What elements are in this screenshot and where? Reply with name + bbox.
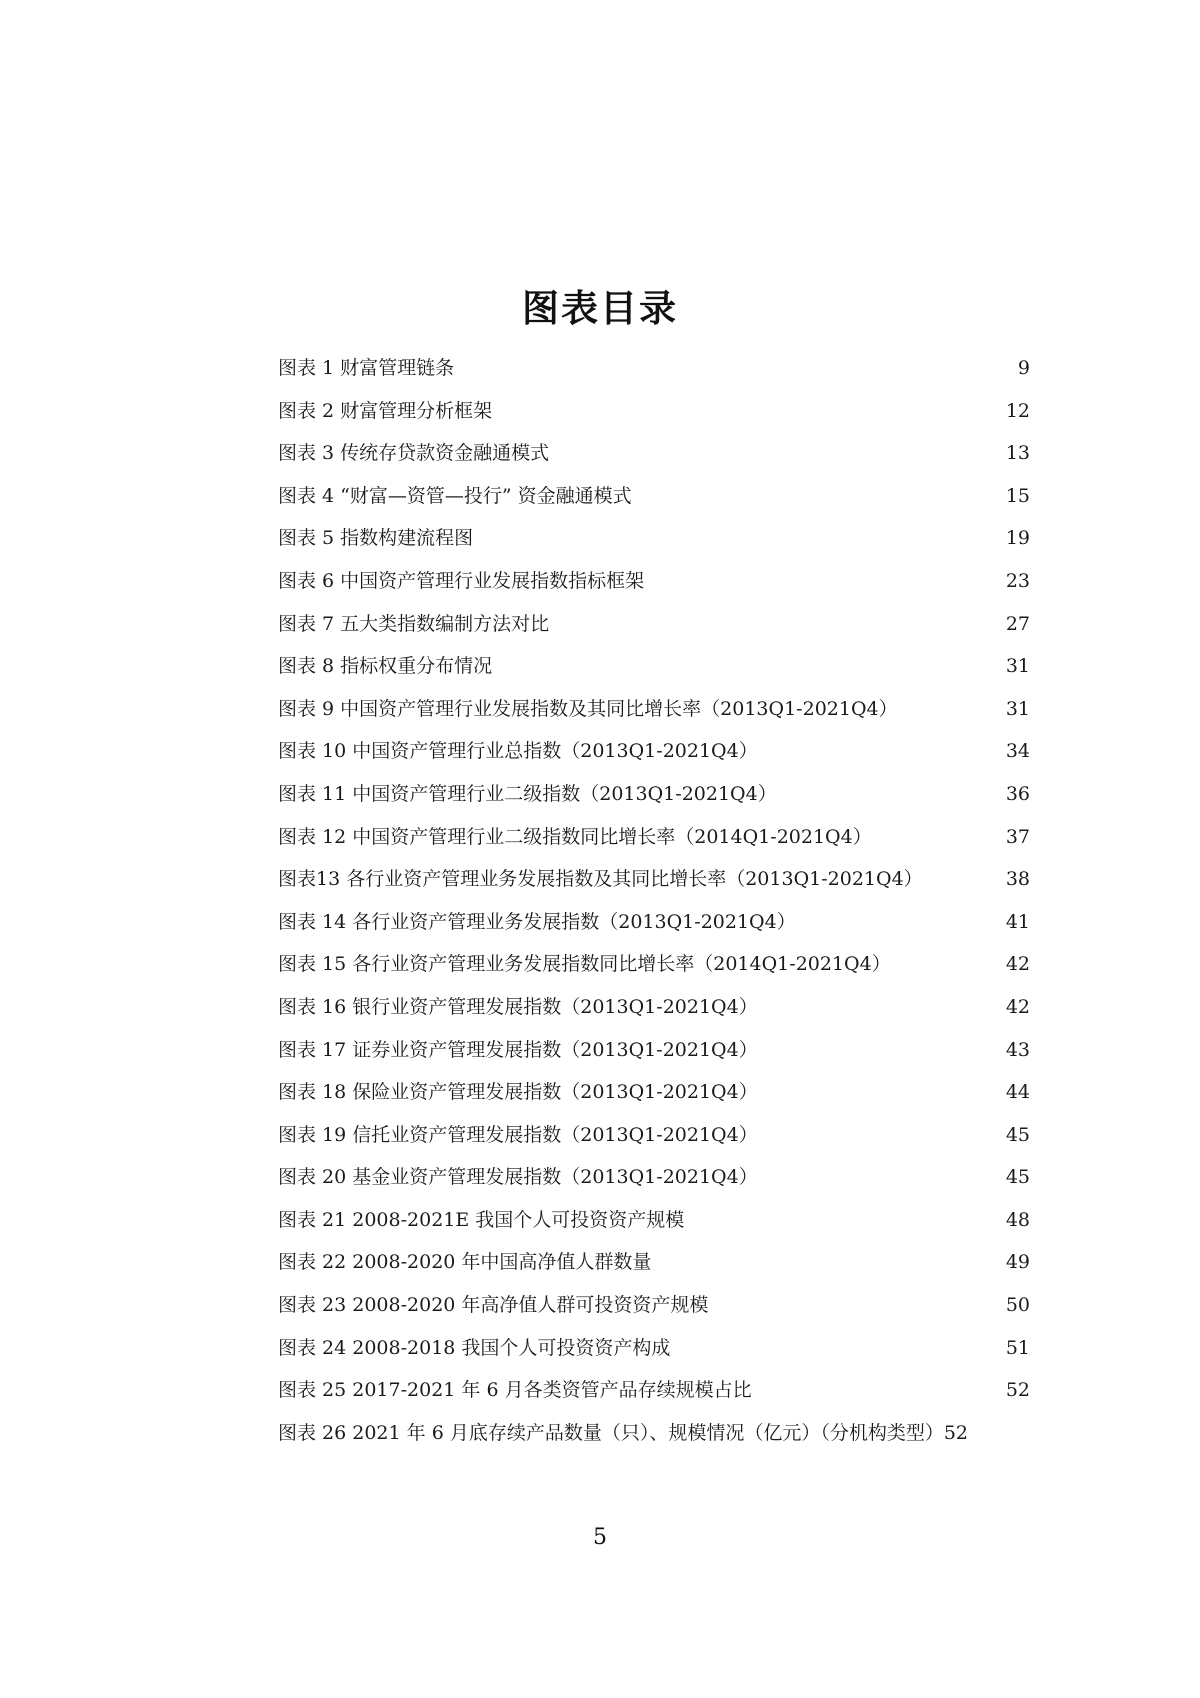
toc-entry-label: 图表 19 信托业资产管理发展指数（2013Q1-2021Q4） — [278, 1123, 758, 1146]
dot-leader — [924, 861, 1005, 885]
toc-entry-label: 图表13 各行业资产管理业务发展指数及其同比增长率（2013Q1-2021Q4） — [278, 868, 923, 891]
toc-entry-page: 38 — [1005, 868, 1030, 891]
toc-entry[interactable] — [278, 603, 1030, 646]
toc-entry-page: 36 — [1005, 782, 1030, 805]
toc-entry-page: 42 — [1005, 995, 1030, 1018]
toc-entry-page: 13 — [1005, 442, 1030, 465]
toc-entry-label: 图表 1 财富管理链条 — [278, 357, 455, 379]
toc-entry-label: 图表 24 2008-2018 我国个人可投资资产构成 — [278, 1336, 671, 1359]
toc-entry-label: 图表 23 2008-2020 年高净值人群可投资资产规模 — [278, 1294, 709, 1317]
toc-entry-page: 31 — [1005, 655, 1030, 678]
dot-leader — [873, 819, 1005, 843]
toc-entry-label: 图表 4 “财富—资管—投行” 资金融通模式 — [278, 484, 632, 507]
toc-entry[interactable] — [278, 1241, 1030, 1284]
toc-entry-page: 52 — [943, 1421, 969, 1444]
toc-entry[interactable] — [278, 645, 1030, 688]
toc-entry-page: 23 — [1005, 569, 1030, 592]
dot-leader — [759, 1117, 1005, 1141]
dot-leader — [493, 648, 1005, 672]
dot-leader — [671, 1330, 1004, 1354]
dot-leader — [633, 478, 1005, 502]
toc-entry-label: 图表 21 2008-2021E 我国个人可投资资产规模 — [278, 1208, 685, 1231]
toc-entry-label: 图表 20 基金业资产管理发展指数（2013Q1-2021Q4） — [278, 1166, 758, 1189]
toc-entry-page: 37 — [1005, 825, 1030, 848]
toc-entry-page: 12 — [1005, 399, 1030, 422]
page-title: 图表目录 — [522, 287, 678, 330]
toc-entry-label: 图表 10 中国资产管理行业总指数（2013Q1-2021Q4） — [278, 740, 758, 763]
toc-entry[interactable] — [278, 1156, 1030, 1199]
toc-entry[interactable] — [278, 560, 1030, 603]
toc-entry[interactable] — [278, 475, 1030, 518]
dot-leader — [685, 1202, 1005, 1226]
toc-entry-label: 图表 16 银行业资产管理发展指数（2013Q1-2021Q4） — [278, 995, 758, 1018]
toc-entry[interactable] — [278, 858, 1030, 901]
toc-entry-page: 44 — [1005, 1081, 1030, 1104]
toc-entry-label: 图表 12 中国资产管理行业二级指数同比增长率（2014Q1-2021Q4） — [278, 825, 872, 848]
toc-entry[interactable] — [278, 730, 1030, 773]
dot-leader — [892, 946, 1005, 970]
toc-entry-page: 9 — [1017, 357, 1030, 379]
dot-leader — [474, 520, 1005, 544]
toc-entry-page: 52 — [1005, 1379, 1030, 1402]
dot-leader — [759, 733, 1005, 757]
toc-entry-page: 51 — [1005, 1336, 1030, 1359]
dot-leader — [759, 1159, 1005, 1183]
dot-leader — [550, 606, 1005, 630]
dot-leader — [759, 1074, 1005, 1098]
toc-entry[interactable] — [278, 432, 1030, 475]
dot-leader — [645, 563, 1005, 587]
toc-entry[interactable] — [278, 1029, 1030, 1072]
toc-entry[interactable] — [278, 390, 1030, 433]
dot-leader — [652, 1244, 1004, 1268]
toc-entry-page: 34 — [1005, 740, 1030, 763]
dot-leader — [550, 435, 1005, 459]
toc-entry[interactable] — [278, 1284, 1030, 1327]
dot-leader — [455, 350, 1017, 374]
toc-entry-label: 图表 11 中国资产管理行业二级指数（2013Q1-2021Q4） — [278, 782, 777, 805]
toc-entry-label: 图表 18 保险业资产管理发展指数（2013Q1-2021Q4） — [278, 1081, 758, 1104]
dot-leader — [759, 989, 1005, 1013]
toc-entry[interactable] — [278, 1199, 1030, 1242]
toc-entry[interactable] — [278, 901, 1030, 944]
toc-entry-label: 图表 15 各行业资产管理业务发展指数同比增长率（2014Q1-2021Q4） — [278, 953, 891, 976]
toc-entry[interactable] — [278, 986, 1030, 1029]
toc-entry-page: 50 — [1005, 1294, 1030, 1317]
dot-leader — [709, 1287, 1004, 1311]
toc-entry-label: 图表 3 传统存贷款资金融通模式 — [278, 442, 550, 465]
toc-entry[interactable] — [278, 1369, 1030, 1412]
toc-entry-label: 图表 25 2017-2021 年 6 月各类资管产品存续规模占比 — [278, 1379, 752, 1402]
toc-entry-page: 45 — [1005, 1123, 1030, 1146]
toc-entry-page: 45 — [1005, 1166, 1030, 1189]
toc-entry-label: 图表 22 2008-2020 年中国高净值人群数量 — [278, 1251, 652, 1274]
toc-entry-page: 27 — [1005, 612, 1030, 635]
toc-entry-label: 图表 26 2021 年 6 月底存续产品数量（只）、规模情况（亿元）（分机构类型） — [278, 1421, 944, 1444]
dot-leader — [778, 776, 1005, 800]
toc-entry-label: 图表 8 指标权重分布情况 — [278, 655, 493, 678]
toc-entry-page: 43 — [1005, 1038, 1030, 1061]
toc-entry[interactable] — [278, 1114, 1030, 1157]
toc-entry-label: 图表 7 五大类指数编制方法对比 — [278, 612, 550, 635]
toc-entry[interactable] — [278, 773, 1030, 816]
toc-entry[interactable] — [278, 347, 1030, 390]
dot-leader — [493, 393, 1005, 417]
toc-entry-page: 49 — [1005, 1251, 1030, 1274]
page-number: 5 — [593, 1525, 607, 1550]
dot-leader — [899, 691, 1005, 715]
toc-entry-label: 图表 5 指数构建流程图 — [278, 527, 474, 550]
toc-entry-page: 19 — [1005, 527, 1030, 550]
figure-list — [278, 347, 1030, 1454]
toc-entry[interactable] — [278, 1327, 1030, 1370]
toc-entry[interactable] — [278, 688, 1030, 731]
toc-entry[interactable] — [278, 517, 1030, 560]
toc-entry-page: 31 — [1005, 697, 1030, 720]
toc-entry-page: 48 — [1005, 1208, 1030, 1231]
toc-entry[interactable] — [278, 816, 1030, 859]
dot-leader — [797, 904, 1005, 928]
dot-leader — [753, 1372, 1005, 1396]
dot-leader — [759, 1032, 1005, 1056]
toc-entry-page: 15 — [1005, 484, 1030, 507]
toc-entry-label: 图表 14 各行业资产管理业务发展指数（2013Q1-2021Q4） — [278, 910, 796, 933]
toc-entry-page: 41 — [1005, 910, 1030, 933]
toc-entry-page: 42 — [1005, 953, 1030, 976]
toc-entry-label: 图表 17 证券业资产管理发展指数（2013Q1-2021Q4） — [278, 1038, 758, 1061]
toc-entry-label: 图表 6 中国资产管理行业发展指数指标框架 — [278, 569, 645, 592]
toc-entry[interactable] — [278, 1071, 1030, 1114]
toc-entry-label: 图表 2 财富管理分析框架 — [278, 399, 493, 422]
toc-entry[interactable] — [278, 1412, 1068, 1455]
toc-entry-label: 图表 9 中国资产管理行业发展指数及其同比增长率（2013Q1-2021Q4） — [278, 697, 898, 720]
toc-entry[interactable] — [278, 943, 1030, 986]
